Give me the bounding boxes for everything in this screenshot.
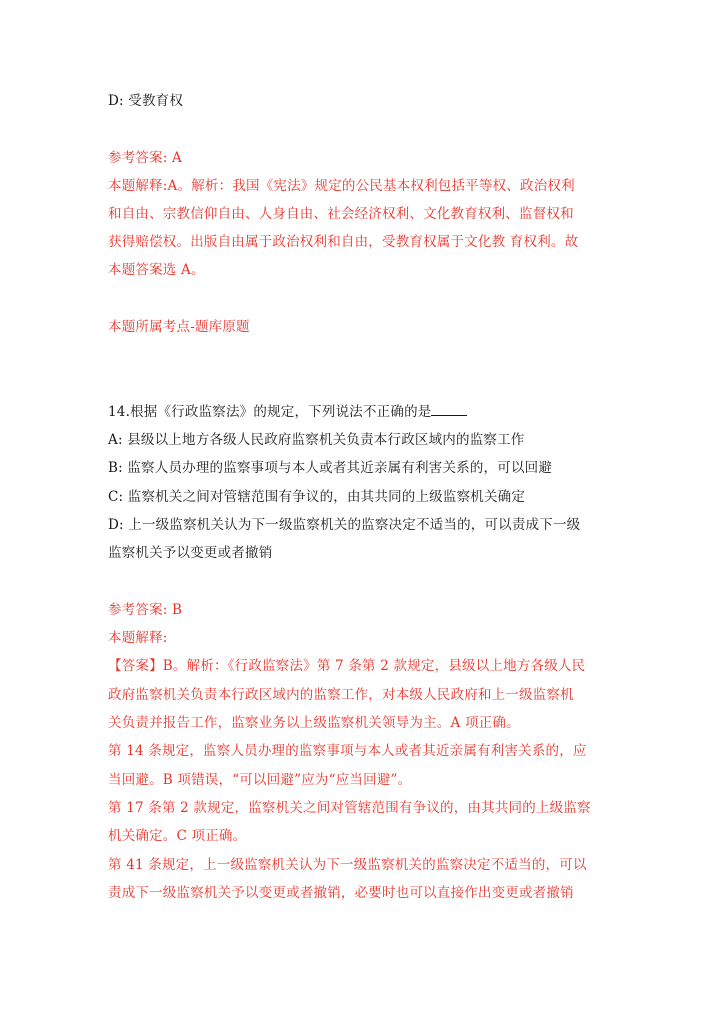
explanation-line: 机关确定。C 项正确。 — [108, 828, 247, 844]
explanation-line: 责成下一级监察机关予以变更或者撤销，必要时也可以直接作出变更或者撤销 — [108, 885, 574, 901]
explanation-line: 第 41 条规定，上一级监察机关认为下一级监察机关的监察决定不适当的，可以 — [108, 857, 587, 873]
explanation-line: 关负责并报告工作，监察业务以上级监察机关领导为主。A 项正确。 — [108, 715, 520, 731]
prev-explanation-line: 和自由、宗教信仰自由、人身自由、社会经济权利、文化教育权利、监督权和 — [108, 206, 574, 222]
question-option-d: D: 上一级监察机关认为下一级监察机关的监察决定不适当的，可以责成下一级 — [108, 517, 581, 533]
answer-blank — [431, 403, 467, 416]
explanation-line: 第 14 条规定，监察人员办理的监察事项与本人或者其近亲属有利害关系的，应 — [108, 743, 587, 759]
explanation-line: 政府监察机关负责本行政区域内的监察工作，对本级人民政府和上一级监察机 — [108, 687, 574, 703]
prev-source: 本题所属考点-题库原题 — [108, 319, 250, 335]
answer-line: 参考答案: B — [108, 602, 183, 618]
question-option-b: B: 监察人员办理的监察事项与本人或者其近亲属有利害关系的，可以回避 — [108, 460, 553, 476]
explanation-line: 第 17 条第 2 款规定，监察机关之间对管辖范围有争议的，由其共同的上级监察 — [108, 800, 591, 816]
prev-explanation-line: 获得赔偿权。出版自由属于政治权利和自由，受教育权属于文化教 育权利。故 — [108, 234, 579, 250]
prev-answer-line: 参考答案: A — [108, 150, 182, 166]
explanation-line: 【答案】B。解析：《行政监察法》第 7 条第 2 款规定，县级以上地方各级人民 — [108, 658, 586, 674]
question-stem-text: 14.根据《行政监察法》的规定，下列说法不正确的是 — [108, 404, 432, 420]
explanation-label: 本题解释: — [108, 630, 168, 646]
question-option-c: C: 监察机关之间对管辖范围有争议的，由其共同的上级监察机关确定 — [108, 489, 526, 505]
prev-explanation-line: 本题答案选 A。 — [108, 262, 205, 278]
question-option-d-cont: 监察机关予以变更或者撤销 — [108, 545, 273, 561]
prev-option-d: D: 受教育权 — [108, 93, 184, 109]
prev-explanation-line: 本题解释:A。解析：我国《宪法》规定的公民基本权利包括平等权、政治权利 — [108, 178, 575, 194]
question-stem — [108, 402, 616, 422]
question-option-a: A: 县级以上地方各级人民政府监察机关负责本行政区域内的监察工作 — [108, 432, 525, 448]
explanation-line: 当回避。B 项错误，“可以回避”应为“应当回避”。 — [108, 772, 412, 788]
